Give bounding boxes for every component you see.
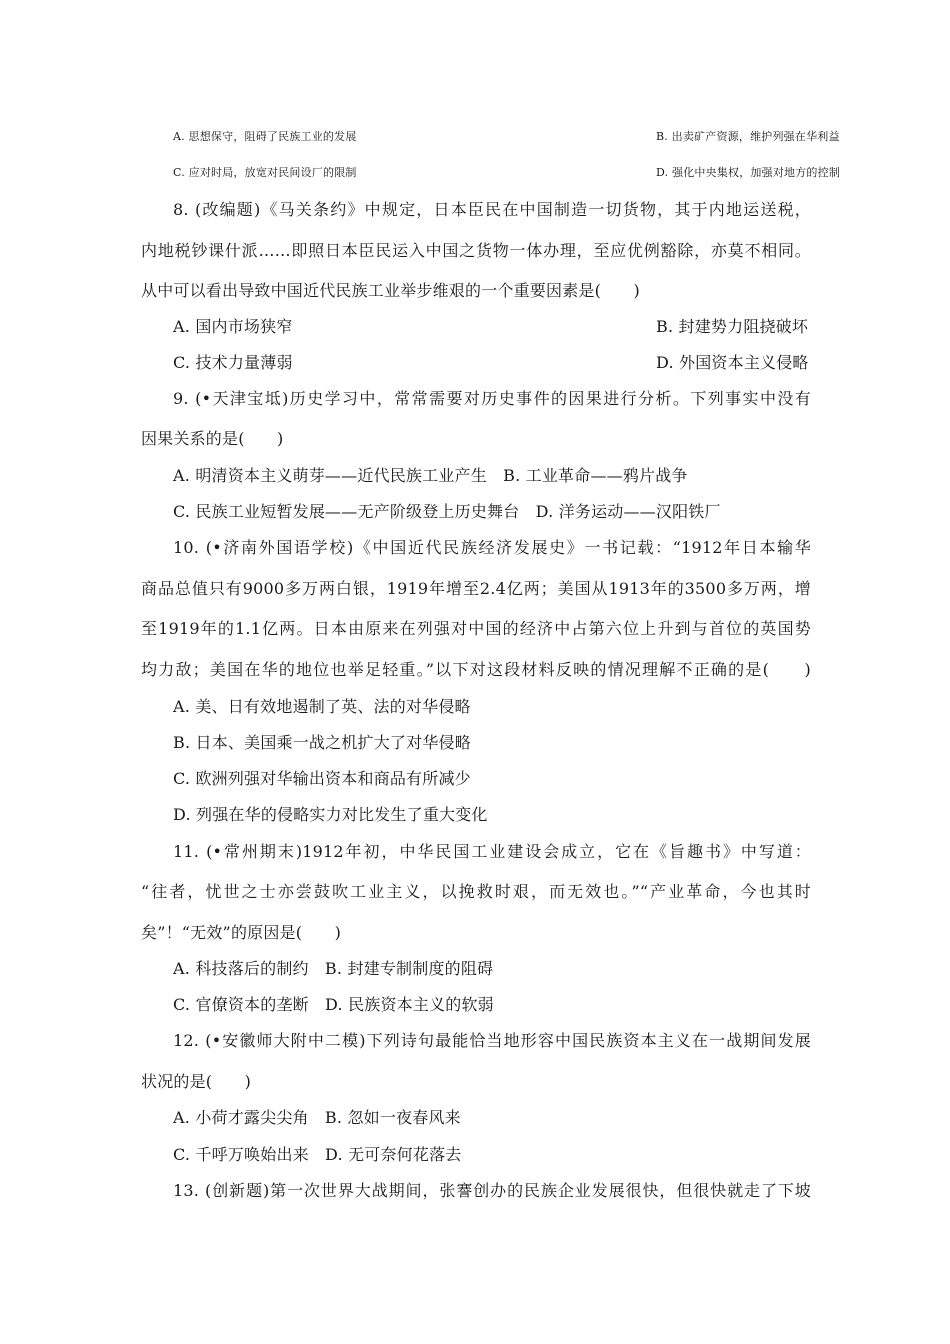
q9-stem-line-2: 因果关系的是( ) xyxy=(141,429,284,448)
q7-option-a: A. 思想保守，阻碍了民族工业的发展 xyxy=(173,130,357,143)
q7-option-b: B. 出卖矿产资源，维护列强在华利益 xyxy=(656,130,840,143)
q10-option-d: D. 列强在华的侵略实力对比发生了重大变化 xyxy=(173,805,488,824)
q10-option-c: C. 欧洲列强对华输出资本和商品有所减少 xyxy=(173,769,471,788)
q7-option-d: D. 强化中央集权，加强对地方的控制 xyxy=(656,166,841,179)
q8-option-c: C. 技术力量薄弱 xyxy=(173,353,293,372)
q12-options-ab: A. 小荷才露尖尖角 B. 忽如一夜春风来 xyxy=(173,1108,461,1127)
q11-stem-line-2: “往者，忧世之士亦尝鼓吹工业主义，以挽救时艰，而无效也。”“产业革命，今也其时 xyxy=(141,882,811,901)
q12-stem-line-2: 状况的是( ) xyxy=(141,1072,252,1091)
q8-stem-line-3: 从中可以看出导致中国近代民族工业举步维艰的一个重要因素是( ) xyxy=(141,281,640,300)
q10-stem-line-3: 至1919年的1.1亿两。日本由原来在列强对中国的经济中占第六位上升到与首位的英国势 xyxy=(141,619,811,638)
q11-options-cd: C. 官僚资本的垄断 D. 民族资本主义的软弱 xyxy=(173,995,494,1014)
q10-option-b: B. 日本、美国乘一战之机扩大了对华侵略 xyxy=(173,733,471,752)
q11-options-ab: A. 科技落后的制约 B. 封建专制制度的阻碍 xyxy=(173,959,494,978)
q8-stem-line-2: 内地税钞课什派……即照日本臣民运入中国之货物一体办理，至应优例豁除，亦莫不相同。 xyxy=(141,241,811,260)
q12-stem-line-1: 12. (•安徽师大附中二模)下列诗句最能恰当地形容中国民族资本主义在一战期间发展 xyxy=(173,1031,811,1050)
q12-options-cd: C. 千呼万唤始出来 D. 无可奈何花落去 xyxy=(173,1145,462,1164)
q8-option-a: A. 国内市场狭窄 xyxy=(173,317,293,336)
q9-options-ab: A. 明清资本主义萌芽——近代民族工业产生 B. 工业革命——鸦片战争 xyxy=(173,466,688,485)
q8-option-b: B. 封建势力阻挠破坏 xyxy=(656,317,809,336)
q8-options-row-2 xyxy=(173,352,843,374)
q8-stem-line-1: 8. (改编题)《马关条约》中规定，日本臣民在中国制造一切货物，其于内地运送税， xyxy=(173,200,811,219)
q10-stem-line-2: 商品总值只有9000多万两白银，1919年增至2.4亿两；美国从1913年的3500多万两，增 xyxy=(141,579,811,598)
q11-stem-line-3: 矣”！“无效”的原因是( ) xyxy=(141,923,342,942)
q10-stem-line-1: 10. (•济南外国语学校)《中国近代民族经济发展史》一书记载：“1912年日本输华 xyxy=(173,538,811,557)
q13-stem-line-1: 13. (创新题)第一次世界大战期间，张謇创办的民族企业发展很快，但很快就走了下坡 xyxy=(173,1181,811,1200)
q11-stem-line-1: 11. (•常州期末)1912年初，中华民国工业建设会成立，它在《旨趣书》中写道： xyxy=(173,842,811,861)
q10-stem-line-4: 均力敌；美国在华的地位也举足轻重。”以下对这段材料反映的情况理解不正确的是( ) xyxy=(141,660,811,679)
q7-options-row-1 xyxy=(173,126,843,148)
q7-option-c: C. 应对时局，放宽对民间设厂的限制 xyxy=(173,166,357,179)
q7-options-row-2 xyxy=(173,162,843,184)
q10-option-a: A. 美、日有效地遏制了英、法的对华侵略 xyxy=(173,697,471,716)
q9-stem-line-1: 9. (•天津宝坻)历史学习中，常常需要对历史事件的因果进行分析。下列事实中没有 xyxy=(173,389,811,408)
q8-option-d: D. 外国资本主义侵略 xyxy=(656,353,809,372)
q9-options-cd: C. 民族工业短暂发展——无产阶级登上历史舞台 D. 洋务运动——汉阳铁厂 xyxy=(173,502,721,521)
q8-options-row-1 xyxy=(173,316,843,338)
